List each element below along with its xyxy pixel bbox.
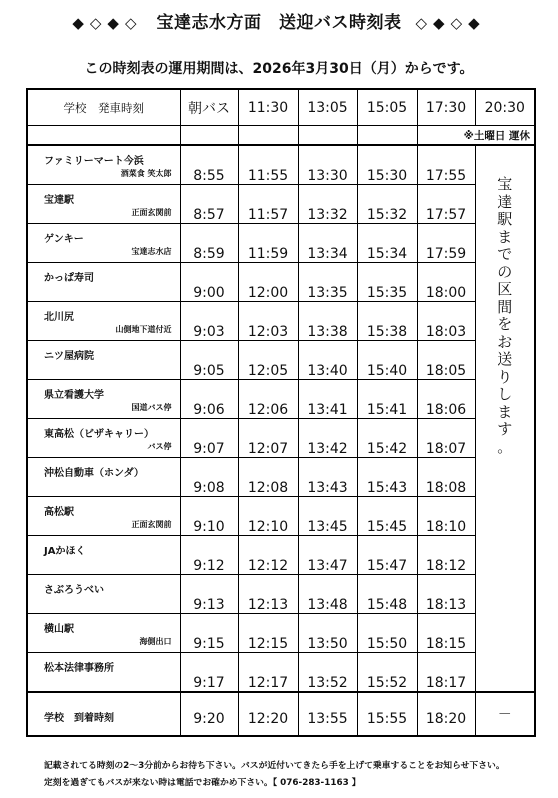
time-cell: 17:55 <box>417 145 475 185</box>
vertical-note-char: ま <box>497 227 513 246</box>
time-cell: 18:05 <box>417 341 475 380</box>
stop-name: ゲンキー <box>44 234 84 245</box>
time-cell: 15:48 <box>357 575 417 614</box>
table-row <box>27 145 535 185</box>
time-cell: 18:03 <box>417 302 475 341</box>
vertical-note-char: り <box>497 367 513 386</box>
vertical-note-char: で <box>497 245 513 263</box>
time-cell: 8:59 <box>180 224 238 263</box>
vertical-note-char: す <box>497 420 513 438</box>
stop-cell <box>27 614 180 653</box>
time-cell: 12:10 <box>238 497 298 536</box>
stop-name: 東高松（ビザキャリー） <box>44 429 154 440</box>
time-cell: 18:17 <box>417 653 475 693</box>
time-cell: 18:00 <box>417 263 475 302</box>
time-cell: 9:12 <box>180 536 238 575</box>
time-cell: 9:15 <box>180 614 238 653</box>
time-cell: 13:48 <box>298 575 357 614</box>
time-cell: 9:06 <box>180 380 238 419</box>
vertical-note-char: 宝 <box>497 175 513 193</box>
time-cell: 9:05 <box>180 341 238 380</box>
note-row <box>27 126 535 146</box>
arrival-time: 12:20 <box>238 692 298 736</box>
stop-name: 横山駅 <box>44 624 74 635</box>
title-decoration-left: ◆◇◆◇ <box>72 14 143 32</box>
vertical-note-char: の <box>497 262 513 281</box>
stop-sub: 正面玄関前 <box>131 520 172 529</box>
time-cell: 13:38 <box>298 302 357 341</box>
time-cell: 13:42 <box>298 419 357 458</box>
time-cell: 15:50 <box>357 614 417 653</box>
table-row <box>27 263 535 302</box>
time-cell: 12:17 <box>238 653 298 693</box>
time-cell: 15:42 <box>357 419 417 458</box>
table-row <box>27 302 535 341</box>
table-row <box>27 380 535 419</box>
title-decoration-right: ◇◆◇◆ <box>415 14 486 32</box>
saturday-note: ※土曜日 運休 <box>417 126 535 146</box>
timetable <box>26 88 536 737</box>
arrival-label: 学校 到着時刻 <box>44 713 114 724</box>
vertical-note-char: し <box>497 385 513 403</box>
time-cell: 13:47 <box>298 536 357 575</box>
stop-cell <box>27 458 180 497</box>
time-cell: 13:32 <box>298 185 357 224</box>
time-cell: 18:15 <box>417 614 475 653</box>
vertical-note-char: 区 <box>497 280 513 298</box>
stop-sub: バス停 <box>147 442 172 451</box>
stop-name: ニツ屋病院 <box>44 351 94 362</box>
vertical-note-char: 駅 <box>497 210 513 228</box>
time-cell: 8:55 <box>180 145 238 185</box>
table-row <box>27 614 535 653</box>
time-cell: 15:41 <box>357 380 417 419</box>
arrival-row <box>27 692 535 736</box>
time-cell: 15:40 <box>357 341 417 380</box>
title-text: 宝達志水方面 送迎バス時刻表 <box>156 13 402 33</box>
time-cell: 12:12 <box>238 536 298 575</box>
time-cell: 17:57 <box>417 185 475 224</box>
time-cell: 9:10 <box>180 497 238 536</box>
time-cell: 9:07 <box>180 419 238 458</box>
time-cell: 18:12 <box>417 536 475 575</box>
header-row <box>27 89 535 126</box>
time-cell: 13:40 <box>298 341 357 380</box>
time-cell: 15:52 <box>357 653 417 693</box>
stop-name: 高松駅 <box>44 507 74 518</box>
arrival-time: 9:20 <box>180 692 238 736</box>
arrival-dash: － <box>475 692 535 736</box>
stop-cell <box>27 263 180 302</box>
header-time: 11:30 <box>238 89 298 126</box>
arrival-time: 13:55 <box>298 692 357 736</box>
time-cell: 15:35 <box>357 263 417 302</box>
header-time: 20:30 <box>475 89 535 126</box>
time-cell: 18:13 <box>417 575 475 614</box>
vertical-note-char: を <box>497 315 513 333</box>
time-cell: 9:17 <box>180 653 238 693</box>
stop-name: 沖松自動車（ホンダ） <box>44 468 144 479</box>
time-cell: 11:55 <box>238 145 298 185</box>
time-cell: 12:03 <box>238 302 298 341</box>
stop-sub: 正面玄関前 <box>131 208 172 217</box>
time-cell: 13:52 <box>298 653 357 693</box>
time-cell: 13:45 <box>298 497 357 536</box>
stop-cell <box>27 341 180 380</box>
stop-name: 松本法律事務所 <box>44 663 114 674</box>
operation-period: この時刻表の運用期間は、2026年3月30日（月）からです。 <box>84 61 474 77</box>
time-cell: 15:47 <box>357 536 417 575</box>
time-cell: 13:41 <box>298 380 357 419</box>
time-cell: 18:10 <box>417 497 475 536</box>
stop-cell <box>27 692 180 736</box>
table-row <box>27 458 535 497</box>
table-row <box>27 536 535 575</box>
time-cell: 11:57 <box>238 185 298 224</box>
time-cell: 18:07 <box>417 419 475 458</box>
time-cell: 15:45 <box>357 497 417 536</box>
time-cell: 13:35 <box>298 263 357 302</box>
stop-name: 宝達駅 <box>44 195 74 206</box>
time-cell: 13:43 <box>298 458 357 497</box>
arrival-time: 18:20 <box>417 692 475 736</box>
stop-cell <box>27 419 180 458</box>
header-time: 17:30 <box>417 89 475 126</box>
time-cell: 13:50 <box>298 614 357 653</box>
vertical-note-char: 。 <box>497 437 513 456</box>
stop-cell <box>27 185 180 224</box>
vertical-note-char: 間 <box>497 297 513 316</box>
footer-note-1: 記載されてる時刻の2～3分前からお待ち下さい。バスが近付いてきたら手を上げて乗車することをお知らせ下さい。 <box>44 761 505 771</box>
vertical-note-char: 送 <box>497 350 513 368</box>
stop-sub: 山側地下道付近 <box>115 325 172 334</box>
stop-name: かっぱ寿司 <box>44 273 94 284</box>
stop-cell <box>27 224 180 263</box>
time-cell: 15:30 <box>357 145 417 185</box>
time-cell: 12:00 <box>238 263 298 302</box>
stop-cell <box>27 380 180 419</box>
stop-cell <box>27 497 180 536</box>
stop-name: 県立看護大学 <box>44 390 104 401</box>
page-title <box>0 8 558 33</box>
vertical-note <box>475 145 535 692</box>
stop-cell <box>27 302 180 341</box>
time-cell: 18:08 <box>417 458 475 497</box>
time-cell: 18:06 <box>417 380 475 419</box>
stop-cell <box>27 575 180 614</box>
stop-name: さぶろうべい <box>44 585 104 596</box>
table-row <box>27 185 535 224</box>
stop-name: ファミリーマート今浜 <box>44 156 144 167</box>
time-cell: 13:34 <box>298 224 357 263</box>
stop-sub: 国道バス停 <box>131 403 172 412</box>
stop-name: 北川尻 <box>44 312 74 323</box>
stop-cell <box>27 653 180 693</box>
table-row <box>27 575 535 614</box>
table-row <box>27 497 535 536</box>
time-cell: 15:43 <box>357 458 417 497</box>
time-cell: 15:32 <box>357 185 417 224</box>
footer-note-2: 定刻を過ぎてもバスが来ない時は電話でお確かめ下さい。【 076-283-1163 】 <box>44 778 361 788</box>
header-time: 朝バス <box>180 89 238 126</box>
time-cell: 9:00 <box>180 263 238 302</box>
stop-cell <box>27 145 180 185</box>
arrival-time: 15:55 <box>357 692 417 736</box>
stop-sub: 海側出口 <box>139 637 172 646</box>
time-cell: 12:06 <box>238 380 298 419</box>
time-cell: 12:15 <box>238 614 298 653</box>
time-cell: 12:07 <box>238 419 298 458</box>
stop-cell <box>27 536 180 575</box>
stop-name: JAかほく <box>44 546 86 557</box>
time-cell: 17:59 <box>417 224 475 263</box>
vertical-note-char: 達 <box>497 192 513 211</box>
table-row <box>27 224 535 263</box>
table-row <box>27 419 535 458</box>
time-cell: 15:34 <box>357 224 417 263</box>
time-cell: 8:57 <box>180 185 238 224</box>
time-cell: 9:13 <box>180 575 238 614</box>
time-cell: 9:08 <box>180 458 238 497</box>
vertical-note-char: ま <box>497 402 513 421</box>
header-stop-label: 学校 発車時刻 <box>27 89 180 126</box>
table-row <box>27 653 535 693</box>
time-cell: 9:03 <box>180 302 238 341</box>
header-time: 13:05 <box>298 89 357 126</box>
time-cell: 13:30 <box>298 145 357 185</box>
stop-sub: 酒菜食 笑太郎 <box>120 169 172 178</box>
time-cell: 12:05 <box>238 341 298 380</box>
time-cell: 12:13 <box>238 575 298 614</box>
time-cell: 12:08 <box>238 458 298 497</box>
time-cell: 11:59 <box>238 224 298 263</box>
stop-sub: 宝達志水店 <box>131 247 172 256</box>
vertical-note-char: お <box>497 332 513 351</box>
table-row <box>27 341 535 380</box>
header-time: 15:05 <box>357 89 417 126</box>
time-cell: 15:38 <box>357 302 417 341</box>
